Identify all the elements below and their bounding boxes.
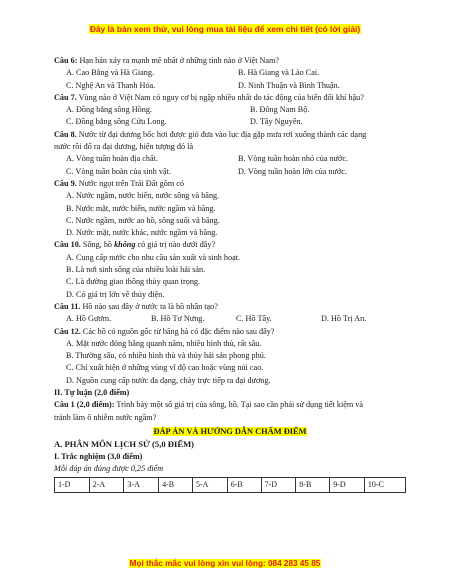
options-row: [54, 104, 406, 116]
contact-footer: [0, 559, 450, 568]
answer-cell: 10-C: [364, 478, 405, 493]
answer-table: [54, 477, 406, 493]
answer-heading: [54, 426, 406, 438]
option-c: C. Vòng tuần hoàn của sinh vật.: [66, 166, 171, 176]
option-d: D. Tây Nguyên.: [250, 117, 303, 127]
question-label: Câu 7.: [54, 92, 77, 102]
option-c: C. Là đường giao thông thủy quan trọng.: [66, 277, 201, 287]
option-b: B. Là nơi sinh sống của nhiều loài hải sản.: [66, 265, 206, 275]
contact-footer-text: Mọi thắc mắc vui lòng xin vui lòng: 084 283 45 85: [129, 559, 321, 568]
options-row: [54, 153, 406, 165]
section-a-heading: A. PHÂN MÔN LỊCH SỬ (5,0 ĐIỂM): [54, 439, 195, 450]
question-6: [54, 55, 406, 67]
essay-text-continued: tránh làm ô nhiễm nước ngầm?: [54, 412, 157, 422]
question-label: Câu 10.: [54, 240, 81, 250]
options-row: [54, 80, 406, 92]
answer-cell: 2-A: [89, 478, 124, 493]
option-a: A. Cao Bằng và Hà Giang.: [66, 68, 154, 78]
essay-label: Câu 1 (2,0 điểm):: [54, 400, 115, 410]
answer-cell: 6-B: [227, 478, 261, 493]
option-c: C. Chỉ xuất hiện ở những vùng vĩ độ cao hoặc vùng núi cao.: [66, 363, 264, 373]
question-9: [54, 178, 406, 190]
question-8: [54, 129, 406, 141]
essay-question: [54, 399, 406, 411]
option-c: C. Đồng bằng sông Cửu Long.: [66, 117, 167, 127]
question-label: Câu 12.: [54, 326, 81, 336]
question-label: Câu 11.: [54, 301, 81, 311]
option-a: A. Nước ngầm, nước biển, nước sông và băng.: [66, 191, 220, 201]
options-row: [54, 313, 406, 325]
option-c: C. Hồ Tây.: [236, 314, 272, 324]
option-a: A. Cung cấp nước cho nhu cầu sản xuất và sinh hoạt.: [66, 252, 241, 262]
option-d: D. Có giá trị lớn về thủy điện.: [66, 289, 165, 299]
question-7: [54, 92, 406, 104]
option-c: C. Nước ngầm, nước ao hồ, sông suối và băng.: [66, 215, 220, 225]
answer-cell: 7-D: [261, 478, 296, 493]
option-b: B. Thường sâu, có nhiều hình thù và thủy hải sản phong phú.: [66, 351, 266, 361]
option-a: A. Hồ Gươm.: [66, 314, 112, 324]
essay-text: Trình bày một số giá trị của sông, hồ. Tại sao cần phải sử dụng tiết kiệm và: [114, 400, 364, 410]
section-i-title: I. Trắc nghiệm (3,0 điểm): [54, 451, 143, 461]
options-row: [54, 116, 406, 128]
question-12: [54, 326, 406, 338]
question-11: [54, 301, 406, 313]
question-text: Nước từ đại dương bốc hơi được gió đưa vào lục địa gặp mưa rơi xuống thành các dạng: [76, 129, 367, 139]
options-row: [54, 67, 406, 79]
part-2-title: II. Tự luận (2,0 điểm): [54, 388, 130, 398]
option-d: D. Nước mặt, nước khác, nước ngầm và băng.: [66, 228, 218, 238]
question-10: [54, 239, 406, 251]
answer-cell: 8-B: [296, 478, 330, 493]
options-row: [54, 166, 406, 178]
option-d: D. Vòng tuần hoàn lớn của nước.: [238, 166, 347, 176]
question-label: Câu 6:: [54, 56, 78, 65]
question-emphasis: không: [114, 240, 136, 250]
answer-cell: 5-A: [193, 478, 228, 493]
question-text: Hồ nào sau đây ở nước ta là hồ nhân tạo?: [80, 301, 218, 311]
option-c: C. Nghệ An và Thanh Hóa.: [66, 80, 156, 90]
question-text: Nước ngọt trên Trái Đất gồm có: [76, 178, 184, 188]
question-text: Sông, hồ: [80, 240, 115, 250]
option-a: A. Vòng tuần hoàn địa chất.: [66, 154, 158, 164]
question-label: Câu 9.: [54, 178, 77, 188]
answer-cell: 9-D: [330, 478, 365, 493]
option-d: D. Nguồn cung cấp nước đa dạng, chảy trực tiếp ra đại dương.: [66, 375, 271, 385]
answer-title: ĐÁP ÁN VÀ HƯỚNG DẪN CHẤM ĐIỂM: [153, 426, 307, 436]
option-d: D. Hồ Trị An.: [321, 314, 367, 324]
answer-cell: 3-A: [124, 478, 159, 493]
document-body: [54, 55, 406, 493]
question-text-continued: nước rồi đổ ra đại dương, hiện tượng đó là: [54, 142, 194, 152]
question-text: Vùng nào ở Việt Nam có nguy cơ bị ngập nhiều nhất do tác động của biến đổi khí hậu?: [76, 92, 364, 102]
table-row: [55, 478, 406, 493]
preview-banner-text: Đây là bản xem thử, vui lòng mua tài liệu để xem chi tiết (có lời giải): [89, 24, 361, 34]
scoring-note: Mỗi đáp án đúng được 0,25 điểm: [54, 463, 164, 473]
question-label: Câu 8.: [54, 129, 77, 139]
option-b: B. Hà Giang và Lào Cai.: [238, 68, 320, 78]
question-text-end: có giá trị nào dưới đây?: [135, 240, 216, 250]
option-b: B. Hồ Tơ Nưng.: [151, 314, 205, 324]
option-a: A. Đồng bằng sông Hồng.: [66, 105, 152, 115]
question-text: Hạn hán xảy ra mạnh mẽ nhất ở những tỉnh nào ở Việt Nam?: [77, 56, 280, 65]
answer-cell: 1-D: [55, 478, 90, 493]
option-d: D. Ninh Thuận và Bình Thuận.: [238, 80, 340, 90]
question-text: Các hồ có nguồn gốc từ băng hà có đặc điểm nào sau đây?: [80, 326, 275, 336]
option-b: B. Nước mặt, nước biển, nước ngầm và băng.: [66, 203, 216, 213]
option-b: B. Vòng tuần hoàn nhỏ của nước.: [238, 154, 349, 164]
answer-cell: 4-B: [159, 478, 193, 493]
preview-banner: [0, 24, 450, 34]
option-b: B. Đông Nam Bộ.: [250, 105, 310, 115]
option-a: A. Mặt nước đóng băng quanh năm, nhiều hình thù, rất sâu.: [66, 338, 262, 348]
part-2-heading: [54, 387, 406, 399]
section-i-heading: [54, 451, 406, 463]
